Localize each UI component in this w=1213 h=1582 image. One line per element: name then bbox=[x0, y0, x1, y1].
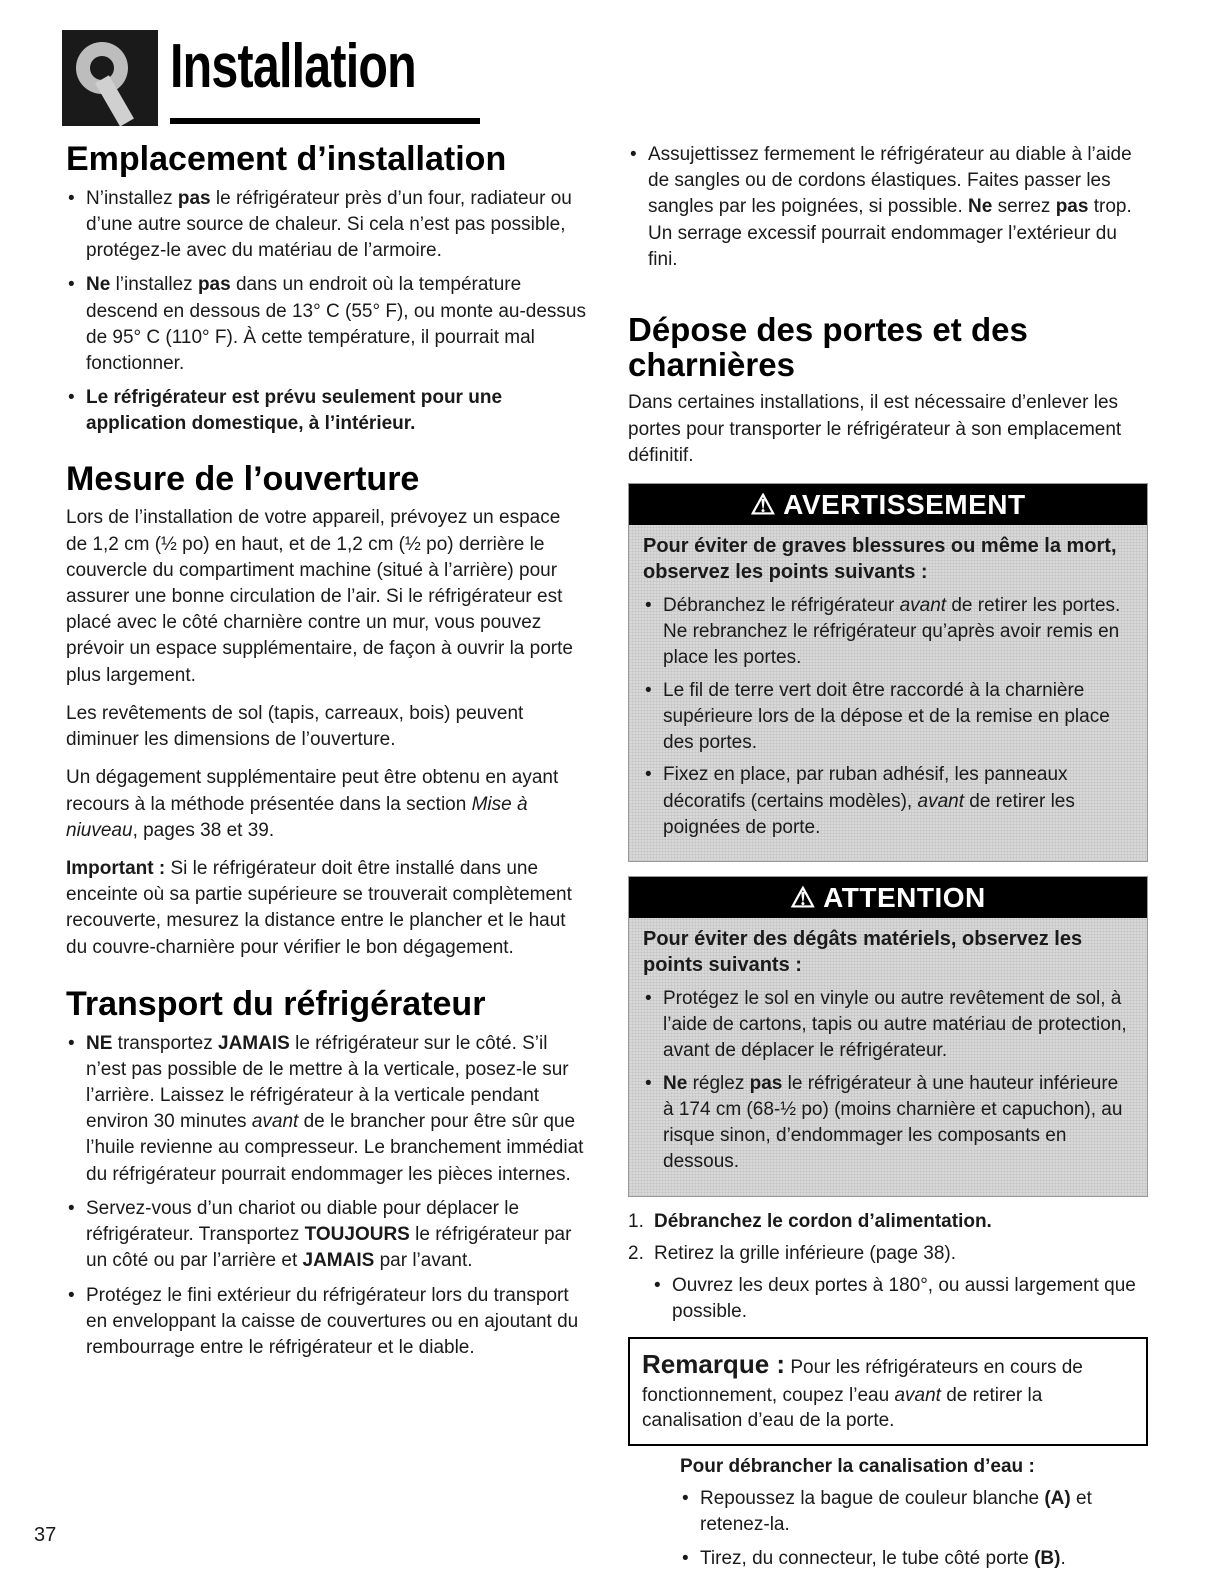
list-item: • Le réfrigérateur est prévu seulement pour une application domestique, à l’intérieur. bbox=[66, 385, 586, 437]
paragraph: Dans certaines installations, il est nécessaire d’enlever les portes pour transporter le réfrigérateur à son emplacement définitif. bbox=[628, 392, 1122, 466]
caution-lead: Pour éviter des dégâts matériels, observez les points suivants : bbox=[643, 928, 1083, 976]
page-header bbox=[62, 22, 422, 132]
page-number: 37 bbox=[34, 1524, 57, 1546]
paragraph: Les revêtements de sol (tapis, carreaux, bois) peuvent diminuer les dimensions de l’ouverture. bbox=[66, 702, 524, 751]
section-title-depose: Dépose des portes et des charnières bbox=[628, 311, 1028, 383]
list-item: • Protégez le sol en vinyle ou autre revêtement de sol, à l’aide de cartons, tapis ou autre matériau de protection, avant de déplacer le réfrigérateur. bbox=[643, 986, 1133, 1065]
step-item: 2. Retirez la grille inférieure (page 38). bbox=[628, 1242, 957, 1264]
left-column bbox=[66, 142, 586, 1371]
remark-heading: Remarque : bbox=[642, 1349, 786, 1380]
emplacement-list bbox=[66, 186, 586, 438]
section-title-ouverture: Mesure de l’ouverture bbox=[66, 459, 420, 498]
right-column bbox=[628, 142, 1148, 1582]
warning-box bbox=[628, 483, 1148, 862]
section-title-emplacement: Emplacement d’installation bbox=[66, 140, 507, 178]
list-item: • Ne l’installez pas dans un endroit où la température descend en dessous de 13° C (55° F), ou monte au-dessus de 95° C (110° F). À cette température, il pourrait mal fonctionner. bbox=[66, 272, 586, 377]
step-item: 1. Débranchez le cordon d’alimentation. bbox=[628, 1210, 992, 1232]
warning-header: ⚠ AVERTISSEMENT bbox=[629, 484, 1147, 525]
caution-header: ⚠ ATTENTION bbox=[629, 877, 1147, 918]
warning-lead: Pour éviter de graves blessures ou même la mort, observez les points suivants : bbox=[643, 535, 1117, 584]
list-item: • Repoussez la bague de couleur blanche (A) et retenez-la. bbox=[680, 1486, 1148, 1538]
list-item: • Tirez, du connecteur, le tube côté porte (B). bbox=[680, 1546, 1148, 1572]
title-underline bbox=[170, 118, 480, 124]
paragraph: Un dégagement supplémentaire peut être obtenu en ayant recours à la méthode présentée dans la section Mise à niuveau, pages 38 et 39. bbox=[66, 767, 559, 841]
transport-list bbox=[66, 1031, 586, 1362]
page-title: Installation bbox=[170, 32, 416, 101]
list-item: • Ne réglez pas le réfrigérateur à une hauteur inférieure à 174 cm (68-½ po) (moins charnière et capuchon), au risque sinon, d’endommager les composants en dessous. bbox=[643, 1071, 1133, 1176]
list-item: • Assujettissez fermement le réfrigérateur au diable à l’aide de sangles ou de cordons élastiques. Faites passer les sangles par les poignées, si possible. Ne serrez pas trop. Un serrage excessif pourrait endommager l’extérieur du fini. bbox=[628, 142, 1148, 273]
list-item: • Protégez le fini extérieur du réfrigérateur lors du transport en enveloppant la caisse de couvertures ou en ajoutant du rembourrage entre le réfrigérateur et le diable. bbox=[66, 1283, 586, 1362]
list-item: • Débranchez le réfrigérateur avant de retirer les portes. Ne rebranchez le réfrigérateur qu’après avoir remis en place les portes. bbox=[643, 593, 1133, 672]
paragraph: Lors de l’installation de votre appareil, prévoyez un espace de 1,2 cm (½ po) en haut, et de 1,2 cm (½ po) derrière le couvercle du compartiment machine (situé à l’arrière) pour assurer une bonne circulation de l’air. Si le réfrigérateur est placé avec le côté charnière contre un mur, vous pouvez prévoir un espace supplémentaire, de façon à ouvrir la porte plus largement. bbox=[66, 507, 573, 686]
list-item: • N’installez pas le réfrigérateur près d’un four, radiateur ou d’une autre source de chaleur. Si cela n’est pas possible, protégez-le avec du matériau de l’armoire. bbox=[66, 186, 586, 265]
caution-box bbox=[628, 876, 1148, 1197]
list-item: • Ouvrez les deux portes à 180°, ou aussi largement que possible. bbox=[652, 1273, 1148, 1325]
water-line-heading: Pour débrancher la canalisation d’eau : bbox=[680, 1455, 1035, 1477]
paragraph: Important : Si le réfrigérateur doit être installé dans une enceinte où sa partie supérieure se trouverait complètement recouverte, mesurez la distance entre le plancher et le haut du couvre-charnière pour vérifier le bon dégagement. bbox=[66, 857, 572, 958]
list-item: • Le fil de terre vert doit être raccordé à la charnière supérieure lors de la dépose et de la remise en place des portes. bbox=[643, 678, 1133, 757]
list-item: • Fixez en place, par ruban adhésif, les panneaux décoratifs (certains modèles), avant de retirer les poignées de porte. bbox=[643, 762, 1133, 841]
section-title-transport: Transport du réfrigérateur bbox=[66, 984, 486, 1023]
strapping-list bbox=[628, 142, 1148, 273]
steps-list bbox=[628, 1209, 1148, 1267]
list-item: • Servez-vous d’un chariot ou diable pour déplacer le réfrigérateur. Transportez TOUJOURS le réfrigérateur par un côté ou par l’arrière et JAMAIS par l’avant. bbox=[66, 1196, 586, 1275]
remark-box: Remarque : Pour les réfrigérateurs en cours de fonctionnement, coupez l’eau avant de retirer la canalisation d’eau de la porte. bbox=[628, 1337, 1148, 1445]
wrench-icon bbox=[62, 30, 158, 126]
list-item: • NE transportez JAMAIS le réfrigérateur sur le côté. S’il n’est pas possible de le mettre à la verticale, posez-le sur l’arrière. Laissez le réfrigérateur à la verticale pendant environ 30 minutes avant de le brancher pour être sûr que l’huile revienne au compresseur. Le branchement immédiat du réfrigérateur pourrait endommager les pièces internes. bbox=[66, 1031, 586, 1188]
